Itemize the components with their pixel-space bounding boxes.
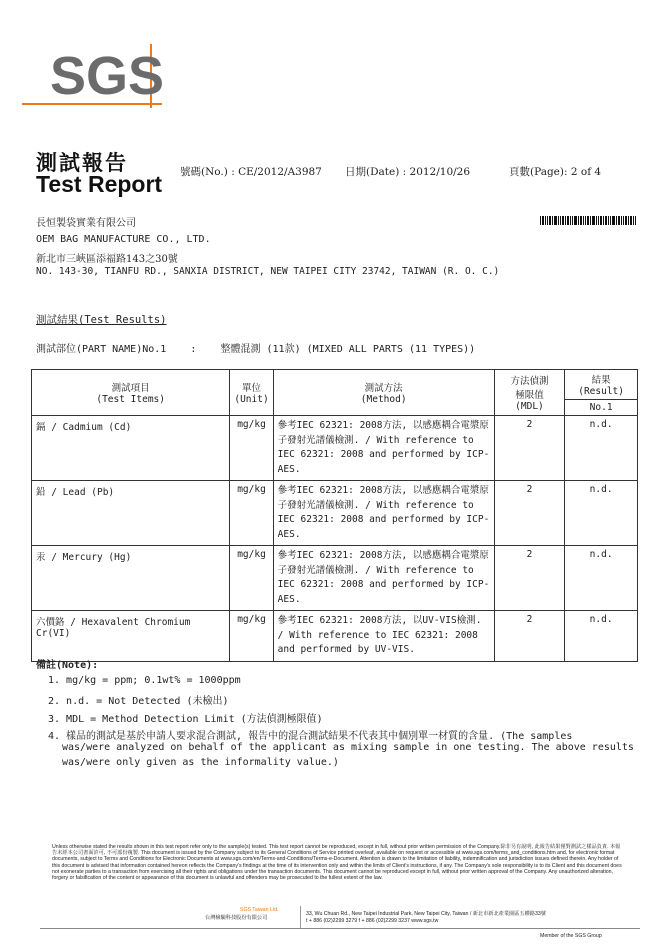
table-row	[32, 481, 638, 546]
header-test-items: 測試項目 (Test Items)	[32, 370, 230, 416]
report-date: 日期(Date) : 2012/10/26	[345, 166, 471, 178]
client-address-zh: 新北市三峽區添福路143之30號	[36, 254, 178, 265]
results-table-body	[32, 416, 638, 662]
unit-cell: mg/kg	[230, 611, 273, 662]
mdl-cell: 2	[494, 481, 565, 546]
mdl-cell: 2	[494, 611, 565, 662]
footer-rule	[40, 928, 640, 929]
mdl-cell: 2	[494, 546, 565, 611]
results-table	[31, 369, 638, 662]
test-item-cell: 六價鉻 / Hexavalent Chromium Cr(VI)	[32, 611, 230, 662]
table-row	[32, 416, 638, 481]
header-mdl: 方法偵測 極限值 (MDL)	[494, 370, 565, 416]
footer-company-en: SGS Taiwan Ltd.	[240, 907, 279, 913]
part-name: 測試部位(PART NAME)No.1 : 整體混測 (11款) (MIXED ALL PARTS (11 TYPES))	[36, 344, 476, 355]
result-cell: n.d.	[565, 481, 638, 546]
note-item: 2. n.d. = Not Detected (未檢出)	[48, 696, 229, 707]
method-cell: 參考IEC 62321: 2008方法, 以感應耦合電漿原子發射光譜儀檢測. / With reference to IEC 62321: 2008 and performed by ICP-AES.	[273, 481, 494, 546]
results-heading: 測試結果(Test Results)	[36, 314, 167, 326]
client-address-en: NO. 143-30, TIANFU RD., SANXIA DISTRICT, NEW TAIPEI CITY 23742, TAIWAN (R. O. C.)	[36, 266, 500, 277]
header-unit: 單位 (Unit)	[230, 370, 273, 416]
method-cell: 參考IEC 62321: 2008方法, 以UV-VIS檢測. / With reference to IEC 62321: 2008 and performed by UV-VIS.	[273, 611, 494, 662]
result-cell: n.d.	[565, 416, 638, 481]
footer-company-zh: 台灣檢驗科技股份有限公司	[205, 915, 268, 921]
header-result-no: No.1	[565, 400, 638, 416]
client-name-zh: 長恒製袋實業有限公司	[36, 218, 136, 229]
note-item-continued: was/were analyzed on behalf of the applicant as mixing sample in one testing. The above results	[62, 742, 634, 753]
footer-member: Member of the SGS Group	[540, 933, 602, 939]
mdl-cell: 2	[494, 416, 565, 481]
footer-separator	[300, 906, 301, 928]
report-title-zh: 測試報告	[36, 150, 128, 175]
header-method: 測試方法 (Method)	[273, 370, 494, 416]
test-item-cell: 鉛 / Lead (Pb)	[32, 481, 230, 546]
header-result: 結果 (Result)	[565, 370, 638, 400]
unit-cell: mg/kg	[230, 481, 273, 546]
method-cell: 參考IEC 62321: 2008方法, 以感應耦合電漿原子發射光譜儀檢測. / With reference to IEC 62321: 2008 and performed by ICP-AES.	[273, 546, 494, 611]
barcode	[540, 216, 636, 225]
unit-cell: mg/kg	[230, 416, 273, 481]
unit-cell: mg/kg	[230, 546, 273, 611]
result-cell: n.d.	[565, 611, 638, 662]
page-number: 頁數(Page): 2 of 4	[509, 166, 602, 178]
note-item: 4. 樣品的測試是基於申請人要求混合測試, 報告中的混合測試結果不代表其中個別單一材質的含量. (The samples	[48, 731, 573, 742]
note-item: 1. mg/kg = ppm; 0.1wt% = 1000ppm	[48, 675, 241, 686]
sgs-logo: SGS	[50, 46, 165, 106]
client-name-en: OEM BAG MANUFACTURE CO., LTD.	[36, 234, 211, 245]
test-item-cell: 汞 / Mercury (Hg)	[32, 546, 230, 611]
method-cell: 參考IEC 62321: 2008方法, 以感應耦合電漿原子發射光譜儀檢測. / With reference to IEC 62321: 2008 and performed by ICP-AES.	[273, 416, 494, 481]
table-row	[32, 611, 638, 662]
notes-heading: 備註(Note):	[36, 660, 99, 671]
footer-address: 33, Wu Chuan Rd., New Taipei Industrial Park, New Taipei City, Taiwan / 新北市新北產業園區五權路33號	[306, 911, 546, 917]
footer-disclaimer: Unless otherwise stated the results shown in this test report refer only to the sample(s) tested. This test report cannot be reproduced, except in full, without prior written permission of the Company.除非另有說明, 此報告結果僅對測試之樣品負責. 本報告未經本公司書面許可, 不可部份複製. This document is issued by the Company subject to its General Conditions of Service printed overleaf, available on request or accessible at www.sgs.com/terms_and_conditions.htm and, for electronic format documents, subject to Terms and Conditions for Electronic Documents at www.sgs.com/en/Terms-and-Conditions/Terms-e-Document. Attention is drawn to the limitation of liability, indemnification and jurisdiction issues defined therein. Any holder of this document is advised that information contained hereon reflects the Company's findings at the time of its intervention only and within the limits of Client's instructions, if any. The Company's sole responsibility is to its Client and this document does not exonerate parties to a transaction from exercising all their rights and obligations under the transaction documents. This document cannot be reproduced except in full, without prior written approval of the Company. Any unauthorized alteration, forgery or falsification of the content or appearance of this document is unlawful and offenders may be prosecuted to the fullest extent of the law.	[52, 844, 622, 882]
report-number: 號碼(No.) : CE/2012/A3987	[180, 166, 322, 178]
note-item-continued: was/were only given as the informality value.)	[62, 757, 339, 768]
footer-contact: t + 886 (02)2299 3279 f + 886 (02)2299 3237 www.sgs.tw	[306, 918, 439, 924]
note-item: 3. MDL = Method Detection Limit (方法偵測極限值)	[48, 714, 323, 725]
report-title-en: Test Report	[36, 171, 163, 197]
table-header-row	[32, 370, 638, 400]
test-item-cell: 鎘 / Cadmium (Cd)	[32, 416, 230, 481]
table-row	[32, 546, 638, 611]
result-cell: n.d.	[565, 546, 638, 611]
